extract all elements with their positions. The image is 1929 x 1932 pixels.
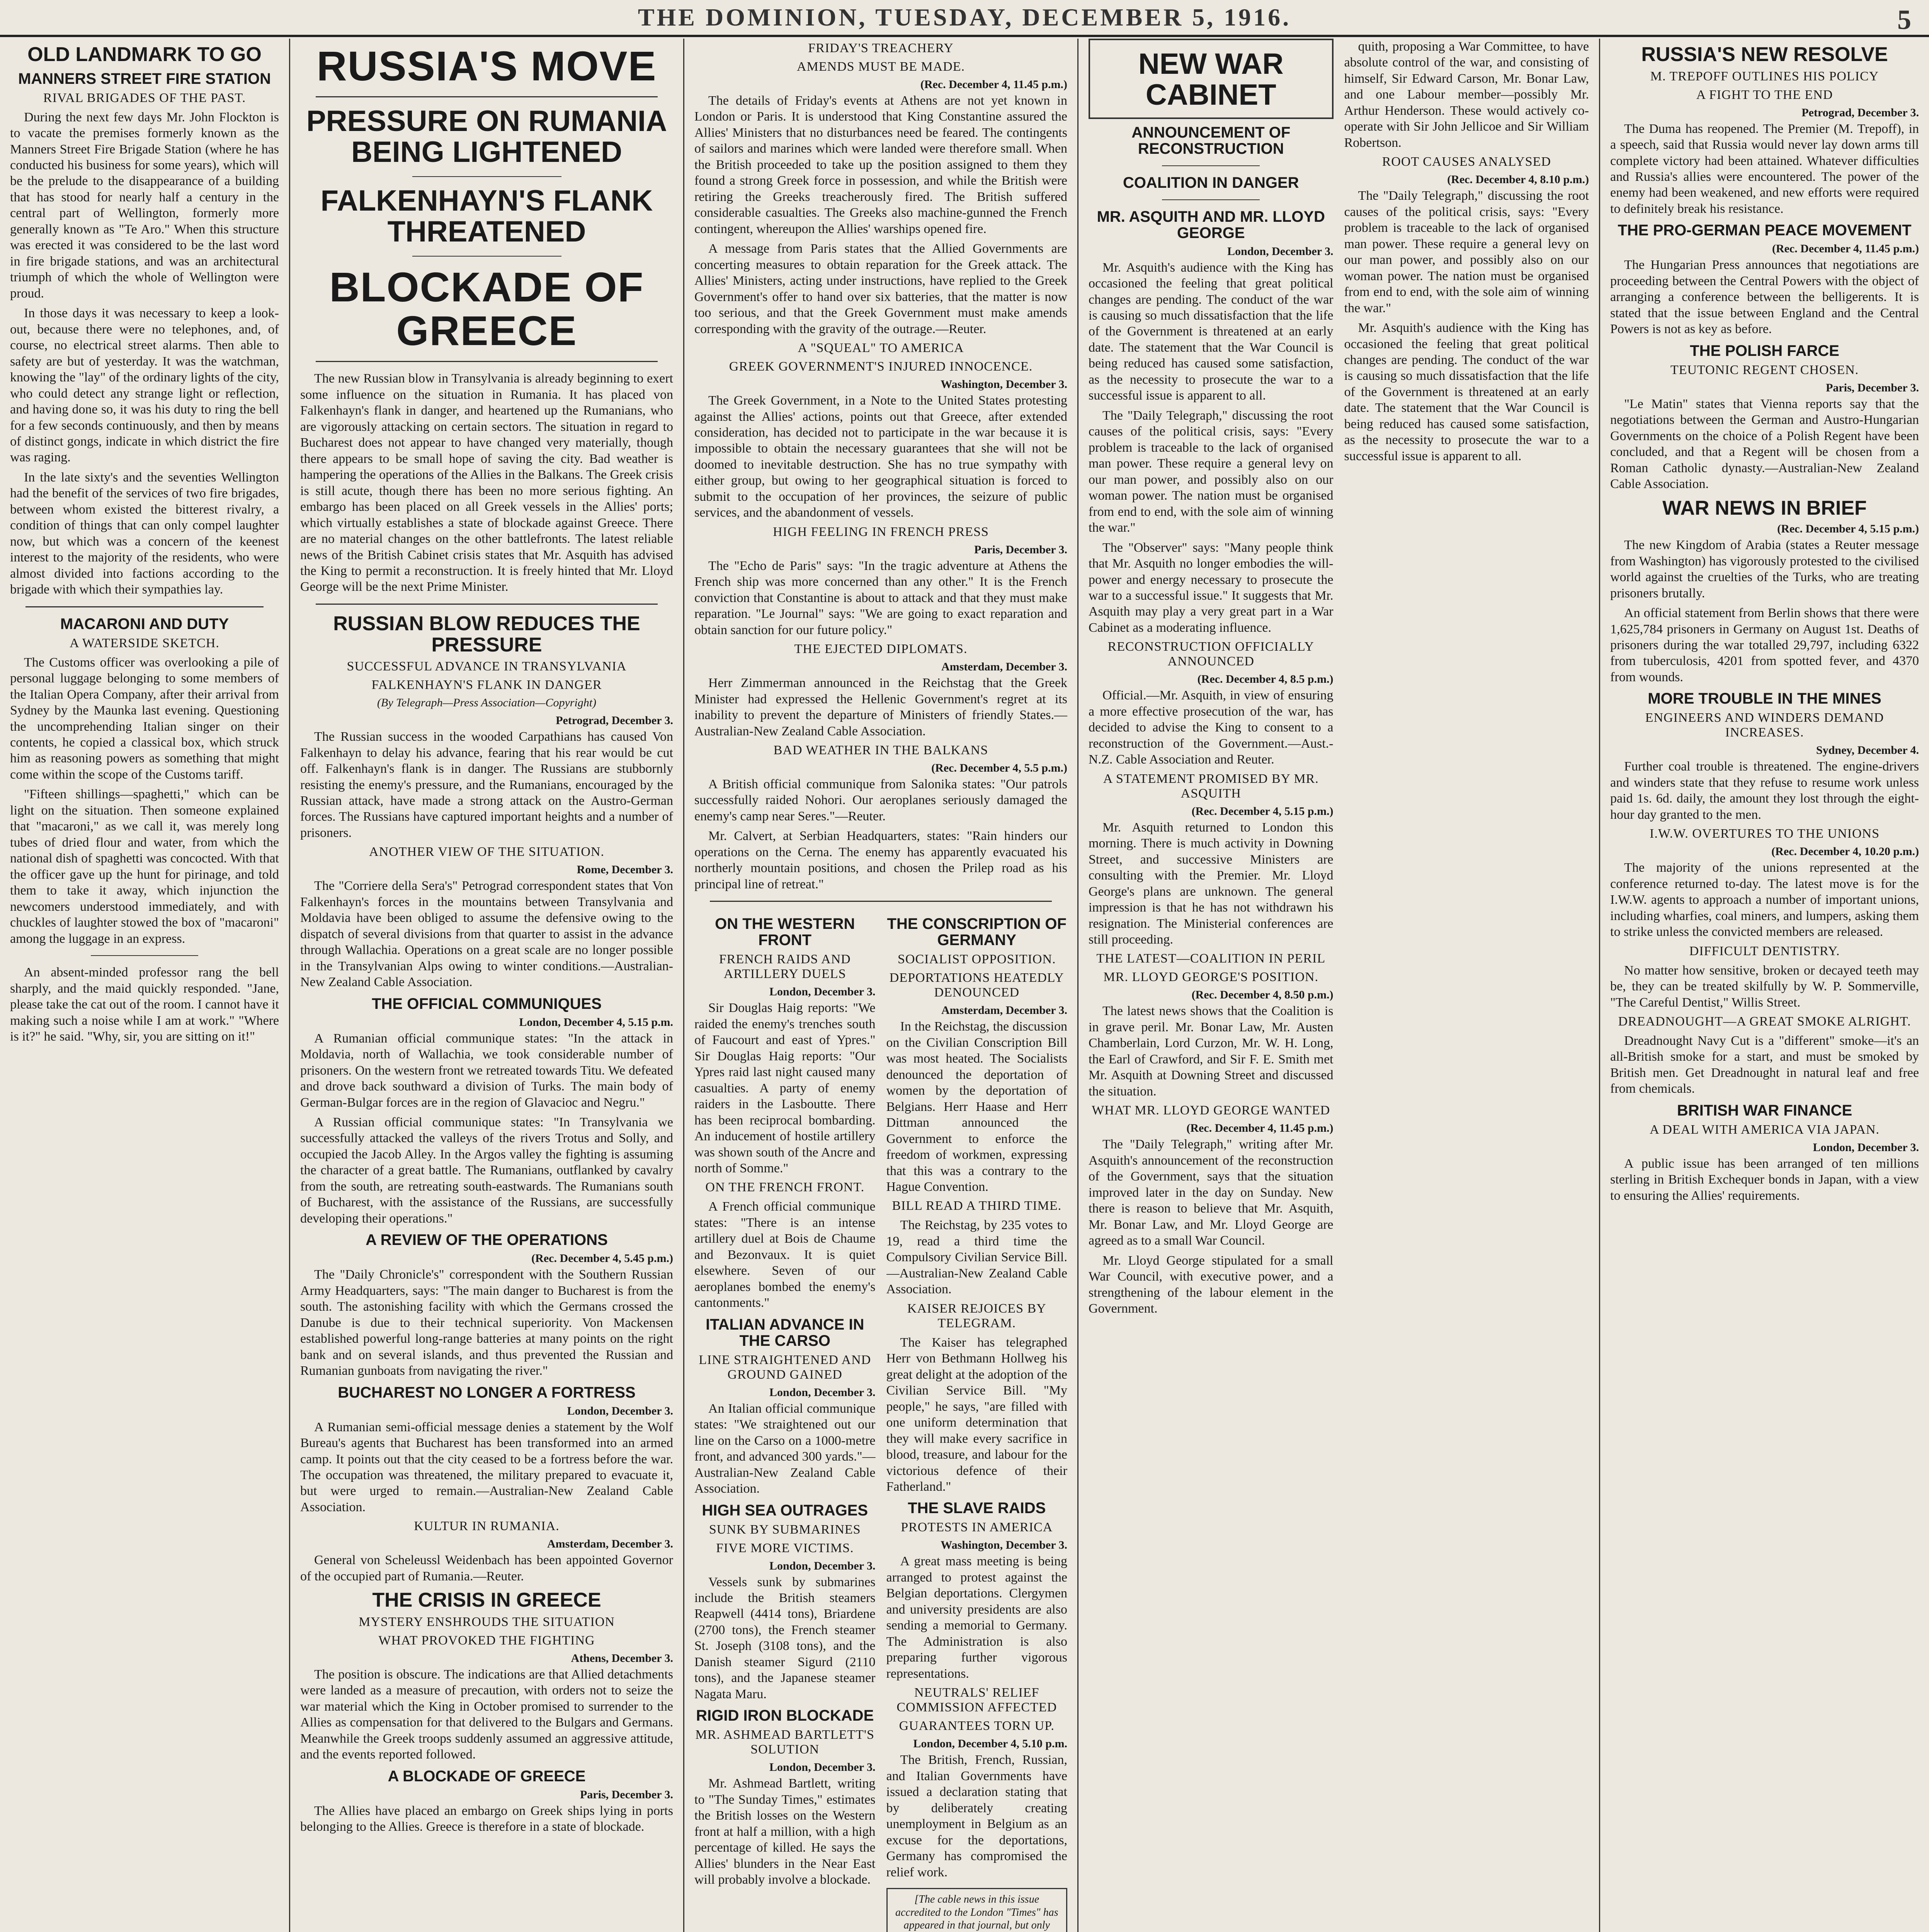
paragraph: The position is obscure. The indications are that Allied detachments were landed as a measure of precaution, with orders not to seize the war material which the King in October promised to surrender to the Allies as compensation for that delivered to the Bulgars and Germans. Meanwhile the Greek troops suddenly assumed an aggressive attitude, and the events reported followed. bbox=[300, 1667, 673, 1762]
paragraph: A Rumanian semi-official message denies a statement by the Wolf Bureau's agents that Bucharest has been transformed into an armed camp. It points out that the city ceased to be a fortress before the war. The occupation was threatened, the military prepared to evacuate it, but were urged to remain.—Australian-New Zealand Cable Association. bbox=[300, 1420, 673, 1514]
paragraph: An official statement from Berlin shows that there were 1,625,784 prisoners in Germany on August 1st. Deaths of prisoners during the war totalled 29,797, including 6322 from tuberculosis, 4201 from spotted fever, and 4370 from wounds. bbox=[1610, 606, 1919, 684]
sub-columns bbox=[694, 910, 1067, 1932]
dateline: Athens, December 3. bbox=[571, 1651, 673, 1665]
dateline: Petrograd, December 3. bbox=[1801, 106, 1919, 119]
headline: ITALIAN ADVANCE IN THE CARSO bbox=[706, 1316, 864, 1349]
subheadline: SOCIALIST OPPOSITION. bbox=[897, 952, 1056, 967]
masthead bbox=[0, 0, 1929, 37]
column-1 bbox=[0, 39, 289, 1932]
dateline: (Rec. December 4, 8.10 p.m.) bbox=[1447, 173, 1589, 186]
subheadline: GREEK GOVERNMENT'S INJURED INNOCENCE. bbox=[729, 359, 1033, 374]
headline: A REVIEW OF THE OPERATIONS bbox=[366, 1231, 608, 1249]
dateline: (Rec. December 4, 5.15 p.m.) bbox=[1777, 522, 1919, 536]
subheadline: SUNK BY SUBMARINES bbox=[709, 1522, 861, 1537]
paragraph: The majority of the unions represented at the conference returned to-day. The latest move is for the I.W.W. agents to approach a number of important unions, including wharfies, coal miners, and lumpers, asking them to strike unless the convicted members are released. bbox=[1610, 861, 1919, 939]
dateline: London, December 4, 5.10 p.m. bbox=[913, 1737, 1067, 1750]
subheadline: RIVAL BRIGADES OF THE PAST. bbox=[43, 90, 246, 105]
paragraph: Mr. Asquith returned to London this morning. There is much activity in Downing Street, and successive Ministers are consulting with the Premier. Mr. Lloyd George's plans are unknown. The general impression is that he has not withdrawn his resignation. The Ministerial conferences are still proceeding. bbox=[1089, 820, 1334, 947]
paragraph: Mr. Asquith's audience with the King has occasioned the feeling that great political changes are pending. The conduct of the war is causing so much dissatisfaction that the life of the Government is threatened at an early date. The statement that the War Council is being reduced has caused some satisfaction, as the necessity to prosecute the war to a successful issue is apparent to all. bbox=[1344, 321, 1589, 463]
sub-column-left bbox=[1089, 39, 1334, 1932]
paragraph: The latest news shows that the Coalition is in grave peril. Mr. Bonar Law, Mr. Austen Chamberlain, Lord Curzon, Mr. W. H. Long, the Earl of Crawford, and Sir F. E. Smith met Mr. Asquith at Downing Street and discussed the situation. bbox=[1089, 1004, 1334, 1099]
headline: THE POLISH FARCE bbox=[1690, 342, 1839, 359]
divider bbox=[26, 606, 264, 607]
headline: BAD WEATHER IN THE BALKANS bbox=[773, 743, 988, 757]
subheadline: FRENCH RAIDS AND ARTILLERY DUELS bbox=[719, 952, 851, 981]
subheadline: I.W.W. OVERTURES TO THE UNIONS bbox=[1650, 827, 1880, 841]
paragraph: A British official communique from Salonika states: "Our patrols successfully raided Nohori. Our aeroplanes seriously damaged the enemy's camp near Seres."—Reuter. bbox=[694, 777, 1067, 823]
headline: NEUTRALS' RELIEF COMMISSION AFFECTED bbox=[896, 1685, 1057, 1715]
subheadline: MR. ASQUITH AND MR. LLOYD GEORGE bbox=[1097, 208, 1325, 242]
subheadline: PROTESTS IN AMERICA bbox=[901, 1520, 1053, 1535]
subheadline: ENGINEERS AND WINDERS DEMAND INCREASES. bbox=[1645, 711, 1884, 740]
subheadline: FIVE MORE VICTIMS. bbox=[716, 1541, 854, 1555]
headline: BUCHAREST NO LONGER A FORTRESS bbox=[338, 1384, 636, 1401]
subheadline: MYSTERY ENSHROUDS THE SITUATION bbox=[359, 1614, 615, 1629]
paragraph: General von Scheleussl Weidenbach has been appointed Governor of the occupied part of Rumania.—Reuter. bbox=[300, 1553, 673, 1583]
dateline: London, December 4, 5.15 p.m. bbox=[519, 1015, 673, 1029]
dateline: Amsterdam, December 3. bbox=[941, 660, 1067, 673]
paragraph: The Customs officer was overlooking a pile of personal luggage belonging to some members of the Italian Opera Company, after their arrival from Sydney by the Maunka last evening. Questioning the uncomprehending Italian singer on their contents, he copied a classical box, which struck him as reasoning powers as something that might come within the scope of the Customs tariff. bbox=[10, 655, 279, 782]
subheadline: RECONSTRUCTION OFFICIALLY ANNOUNCED bbox=[1107, 639, 1314, 669]
column-2 bbox=[290, 39, 683, 1932]
dateline: (Rec. December 4, 10.20 p.m.) bbox=[1771, 845, 1919, 858]
paragraph: An Italian official communique states: "We straightened out our line on the Carso on a 1000-metre front, and advanced 300 yards."—Australian-New Zealand Cable Association. bbox=[694, 1401, 876, 1496]
paragraph: In the Reichstag, the discussion on the Civilian Conscription Bill was most heated. The Socialists denounced the deportation of women by the deportation of Belgians. Herr Haase and Herr Dittman announced the Government to enforce the freedom of workmen, expressing that this was a contrary to the Hague Convention. bbox=[886, 1019, 1067, 1194]
paragraph: quith, proposing a War Committee, to have absolute control of the war, and consisting of himself, Sir Edward Carson, Mr. Bonar Law, and one Labour member—possibly Mr. Arthur Henderson. These would actively co-operate with Sir John Jellicoe and Sir William Robertson. bbox=[1344, 39, 1589, 150]
dateline: London, December 3. bbox=[1227, 245, 1334, 258]
headline: NEW WAR CABINET bbox=[1138, 48, 1284, 111]
sub-column-right bbox=[1344, 39, 1589, 1932]
advert-headline: DREADNOUGHT—A GREAT SMOKE ALRIGHT. bbox=[1618, 1014, 1911, 1029]
subheadline: MR. ASHMEAD BARTLETT'S SOLUTION bbox=[695, 1728, 874, 1757]
dateline: Sydney, December 4. bbox=[1816, 744, 1919, 757]
paragraph: The Duma has reopened. The Premier (M. Trepoff), in a speech, said that Russia would never lay down arms till complete victory had been attained. Whatever difficulties and Russia's allies were encountered. The power of the enemy had been weakened, and new efforts were required to definitely break his resistance. bbox=[1610, 121, 1919, 216]
headline: HIGH SEA OUTRAGES bbox=[702, 1502, 868, 1519]
subheadline: A DEAL WITH AMERICA VIA JAPAN. bbox=[1650, 1122, 1880, 1137]
paragraph: Mr. Ashmead Bartlett, writing to "The Sunday Times," estimates the British losses on the Western front at half a million, with a high percentage of killed. He says the Allies' blunders in the Near East will probably involve a blockade. bbox=[694, 1776, 876, 1887]
page-number: 5 bbox=[1897, 4, 1914, 35]
divider bbox=[412, 176, 561, 177]
paragraph: Official.—Mr. Asquith, in view of ensuring a more effective prosecution of the war, has decided to advise the King to consent to a reconstruction of the Government.—Aust.-N.Z. Cable Association and Reuter. bbox=[1089, 688, 1334, 767]
subheadline: A STATEMENT PROMISED BY MR. ASQUITH bbox=[1103, 771, 1319, 801]
subheadline: THE LATEST—COALITION IN PERIL bbox=[1096, 951, 1326, 966]
subheadline: LINE STRAIGHTENED AND GROUND GAINED bbox=[699, 1352, 871, 1382]
paragraph: The "Corriere della Sera's" Petrograd correspondent states that Von Falkenhayn's forces in the mountains between Transylvania and Moldavia have been obliged to assume the defensive owing to the dispatch of several divisions from that quarter to assist in the advance through Wallachia. Operations on a great scale are no longer possible in the Transylvanian Alps owing to winter conditions.—Australian-New Zealand Cable Association. bbox=[300, 879, 673, 990]
lead-paragraph: The new Russian blow in Transylvania is already beginning to exert some influence on the situation in Rumania. It has placed von Falkenhayn's flank in danger, and heartened up the Rumanians, who are vigorously attacking on certain sectors. The situation in regard to Bucharest does not appear to have changed very materially, though there appears to be small hope of saving the city. Bad weather is hampering the operations of the Allies in the Balkans. The Greek crisis is still acute, though there has been no more serious fighting. An embargo has been placed on all Greek vessels in the Allies' ports; which virtually establishes a state of blockade against Greece. There are no material changes on the other battlefronts. The latest reliable news of the British Cabinet crisis states that Mr. Asquith has advised the King to permit a reconstruction. It is freely hinted that Mr. Lloyd George will be the next Prime Minister. bbox=[300, 371, 673, 594]
subheadline: WHAT MR. LLOYD GEORGE WANTED bbox=[1092, 1103, 1330, 1118]
headline: WAR NEWS IN BRIEF bbox=[1662, 497, 1867, 519]
headline: MACARONI AND DUTY bbox=[60, 615, 229, 633]
column-4 bbox=[1078, 39, 1599, 1932]
headline: A BLOCKADE OF GREECE bbox=[388, 1767, 586, 1785]
masthead-title: THE DOMINION, TUESDAY, DECEMBER 5, 1916. bbox=[638, 3, 1291, 31]
subheadline: MANNERS STREET FIRE STATION bbox=[18, 70, 271, 87]
subheadline: GUARANTEES TORN UP. bbox=[899, 1719, 1055, 1733]
dateline: London, December 3. bbox=[567, 1404, 673, 1417]
headline: THE EJECTED DIPLOMATS. bbox=[794, 642, 968, 656]
subheadline: WHAT PROVOKED THE FIGHTING bbox=[378, 1633, 595, 1648]
dateline: Washington, December 3. bbox=[941, 378, 1067, 391]
divider bbox=[412, 256, 561, 257]
headline: BLOCKADE OF GREECE bbox=[329, 263, 644, 354]
subheadline: ANOTHER VIEW OF THE SITUATION. bbox=[369, 845, 604, 859]
dateline: (Rec. December 4, 5.45 p.m.) bbox=[531, 1252, 673, 1265]
dateline: (Rec. December 4, 5.5 p.m.) bbox=[931, 762, 1067, 774]
dateline: (Rec. December 4, 8.50 p.m.) bbox=[1191, 988, 1334, 1002]
paragraph: The "Daily Chronicle's" correspondent with the Southern Russian Army Headquarters, says: "The main danger to Bucharest is from the south. The astonishing facility with which the Germans crossed the Danube is due to their technical superiority. Von Mackensen established powerful long-range batteries at many points on the right bank and on several islands, and thus prevented the Russian and Rumanian gunboats from navigating the river." bbox=[300, 1267, 673, 1378]
paragraph: "Le Matin" states that Vienna reports say that the negotiations between the German and Austro-Hungarian Governments on the choice of a Polish Regent have been concluded, and that a Regent will be chosen from a Roman Catholic dynasty.—Australian-New Zealand Cable Association. bbox=[1610, 396, 1919, 492]
column-3 bbox=[684, 39, 1077, 1932]
headline: HIGH FEELING IN FRENCH PRESS bbox=[773, 524, 989, 539]
dateline: Paris, December 3. bbox=[974, 543, 1067, 556]
subheadline: A WATERSIDE SKETCH. bbox=[70, 636, 219, 650]
headline-box bbox=[1089, 39, 1334, 119]
paragraph: A message from Paris states that the Allied Governments are concerting measures to obtain reparation for the Greek attack. The Allies' Ministers, acting under instructions, have replied to the Greek Government's offer to hand over six batteries, that the matter is now too serious, and that the Greek Government must make amends corresponding with the gravity of the outrage.—Reuter. bbox=[694, 242, 1067, 336]
paragraph: The "Daily Telegraph," discussing the root causes of the political crisis, says: "Every problem is traceable to the lack of organised man power. These require a general levy on our man power, and possibly also on our woman power. The nation must be organised from end to end, with the sole aim of winning the war." bbox=[1344, 189, 1589, 315]
dateline: Petrograd, December 3. bbox=[556, 714, 673, 727]
headline: THE CRISIS IN GREECE bbox=[372, 1589, 601, 1612]
paragraph: The new Kingdom of Arabia (states a Reuter message from Washington) has vigorously protested to the civilised world against the cruelties of the Turks, who are treating prisoners brutally. bbox=[1610, 538, 1919, 600]
paragraph: A great mass meeting is being arranged to protest against the Belgian deportations. Clergymen and university presidents are also sending a memorial to Germany. The Administration is also preparing further vigorous representations. bbox=[886, 1554, 1067, 1681]
dateline: Rome, December 3. bbox=[577, 863, 673, 876]
paragraph: The Hungarian Press announces that negotiations are proceeding between the Central Powers with the object of arranging a conference between the belligerents. It is stated that the issue between England and the Central Powers is not as key as before. bbox=[1610, 258, 1919, 337]
headline: OLD LANDMARK TO GO bbox=[27, 43, 262, 66]
paragraph: The "Observer" says: "Many people think that Mr. Asquith no longer embodies the will-power and energy necessary to prosecute the war to a successful issue." It suggests that Mr. Asquith may play a very great part in a War Cabinet as a moderating influence. bbox=[1089, 540, 1334, 635]
paragraph: The Greek Government, in a Note to the United States protesting against the Allies' actions, points out that Greece, after extended consideration, has decided not to participate in the war because it is impossible to obtain the necessary guarantees that she will not be doomed to inevitable destruction. She has no true sympathy with either group, but owing to her geographical situation is forced to submit to the occupation of her provinces, the seizure of public services, and the abandonment of vessels. bbox=[694, 393, 1067, 520]
paragraph: In the late sixty's and the seventies Wellington had the benefit of the services of two fire brigades, between whom existed the bitterest rivalry, a condition of things that can only compel laughter now, but which was a concern of the keenest interest to the majority of the residents, who were almost divided into factions according to the brigade with which their sympathies lay. bbox=[10, 470, 279, 597]
divider bbox=[316, 361, 658, 362]
headline: RUSSIAN BLOW REDUCES THE PRESSURE bbox=[333, 612, 640, 656]
dateline: London, December 3. bbox=[769, 1559, 876, 1572]
headline: FRIDAY'S TREACHERY bbox=[808, 41, 954, 55]
paragraph: The "Daily Telegraph," discussing the root causes of the political crisis, says: "Every problem is traceable to the lack of organised man power. These require a general levy on our man power, and possibly also on our woman power. The nation must be organised from end to end, with the sole aim of winning the war." bbox=[1089, 408, 1334, 535]
dateline: Amsterdam, December 3. bbox=[547, 1537, 673, 1551]
paragraph: Further coal trouble is threatened. The engine-drivers and winders state that they refuse to resume work unless paid 1s. 6d. daily, the amount they lost through the eight-hour day granted to the men. bbox=[1610, 759, 1919, 822]
subheadline: FALKENHAYN'S FLANK THREATENED bbox=[320, 184, 653, 248]
paragraph: Mr. Asquith's audience with the King has occasioned the feeling that great political changes are pending. The conduct of the war is causing so much dissatisfaction that the life of the Government is threatened at an early date. The statement that the War Council is being reduced has caused some satisfaction, as the necessity to prosecute the war to a successful issue is apparent to all. bbox=[1089, 260, 1334, 403]
dateline: (Rec. December 4, 11.45 p.m.) bbox=[1186, 1122, 1334, 1135]
paragraph: The Allies have placed an embargo on Greek ships lying in ports belonging to the Allies. Greece is therefore in a state of blockade. bbox=[300, 1803, 673, 1834]
advert-headline: DIFFICULT DENTISTRY. bbox=[1689, 944, 1840, 958]
divider bbox=[316, 604, 658, 605]
headline: THE SLAVE RAIDS bbox=[908, 1500, 1046, 1517]
paragraph: A Rumanian official communique states: "In the attack in Moldavia, north of Wallachia, we took considerable number of prisoners. On the western front we retreated towards Titu. We defeated and drove back southward a division of Turks. The main body of German-Bulgar forces are in the region of Glavacioc and Negru." bbox=[300, 1031, 673, 1110]
paragraph: The Kaiser has telegraphed Herr von Bethmann Hollweg his great delight at the adoption of the Civilian Service Bill. "My people," he says, "are filled with one uniform determination that they will make every sacrifice in blood, treasure, and labour for the victorious defence of their Fatherland." bbox=[886, 1335, 1067, 1494]
paragraph: During the next few days Mr. John Flockton is to vacate the premises formerly known as the Manners Street Fire Brigade Station (where he has conducted his business for some years), which will be the prelude to the disappearance of a building that has stood for nearly half a century in the central part of Wellington, formerly more generally known as "Te Aro." When this structure was erected it was considered to be the last word in fire brigade stations, and was an architectural triumph of which the whole of Wellington were proud. bbox=[10, 110, 279, 301]
paragraph: Herr Zimmerman announced in the Reichstag that the Greek Minister had expressed the Hellenic Government's regret at its inability to prevent the departure of Ministers of friendly States.—Australian-New Zealand Cable Association. bbox=[694, 676, 1067, 738]
paragraph: Mr. Calvert, at Serbian Headquarters, states: "Rain hinders our operations on the Cerna. The enemy has apparently evacuated his northerly mountain positions, and chosen the Prilep road as his principal line of retreat." bbox=[694, 829, 1067, 891]
subheadline: MR. LLOYD GEORGE'S POSITION. bbox=[1103, 970, 1318, 985]
subheadline: PRESSURE ON RUMANIA BEING LIGHTENED bbox=[306, 105, 667, 169]
headline: ON THE WESTERN FRONT bbox=[715, 915, 855, 949]
subheadline: FALKENHAYN'S FLANK IN DANGER bbox=[371, 678, 602, 692]
divider bbox=[710, 901, 1052, 902]
dateline: Amsterdam, December 3. bbox=[941, 1004, 1067, 1017]
divider bbox=[91, 955, 198, 956]
advert-text: No matter how sensitive, broken or decayed teeth may be, they can be treated skilfully by W. P. Sommerville, "The Careful Dentist," Willis Street. bbox=[1610, 963, 1919, 1010]
subheadline: COALITION IN DANGER bbox=[1123, 174, 1299, 191]
paragraph: An absent-minded professor rang the bell sharply, and the maid quickly responded. "Jane, please take the cat out of the room. I cannot have it making such a noise while I am at work." "Where is it?" he said. "Why, sir, you are sitting on it!" bbox=[10, 965, 279, 1044]
dateline: Paris, December 3. bbox=[1825, 381, 1919, 394]
dateline: London, December 3. bbox=[1813, 1141, 1919, 1154]
paragraph: The Russian success in the wooded Carpathians has caused Von Falkenhayn to delay his advance, fearing that his rear would be cut off. Falkenhayn's flank is in danger. The Russians are stubbornly resisting the enemy's pressure, and the Rumanians, encouraged by the Russian attack, have made a strong attack on the Austro-German forces. The Russians have captured important heights and a number of prisoners. bbox=[300, 730, 673, 840]
headline: RUSSIA'S MOVE bbox=[316, 43, 657, 89]
headline: RIGID IRON BLOCKADE bbox=[696, 1707, 874, 1725]
sub-columns bbox=[1089, 39, 1589, 1932]
paragraph: The Reichstag, by 235 votes to 19, read a third time the Compulsory Civilian Service Bill.—Australian-New Zealand Cable Association. bbox=[886, 1218, 1067, 1297]
credit-line: (By Telegraph—Press Association—Copyright) bbox=[377, 696, 597, 709]
headline: A "SQUEAL" TO AMERICA bbox=[798, 341, 964, 355]
paragraph: A public issue has been arranged of ten millions sterling in British Exchequer bonds in Japan, with a view to ensuring the Allies' requirements. bbox=[1610, 1156, 1919, 1203]
divider bbox=[316, 96, 658, 97]
subheadline: SUCCESSFUL ADVANCE IN TRANSYLVANIA bbox=[347, 659, 627, 674]
dateline: (Rec. December 4, 8.5 p.m.) bbox=[1197, 673, 1334, 686]
dateline: London, December 3. bbox=[769, 1386, 876, 1399]
paragraph: The details of Friday's events at Athens are not yet known in London or Paris. It is understood that King Constantine assured the Allies' Ministers that no disturbances need be feared. The contingents of sailors and marines which were landed were therefore small. When the British proceeded to take up the position assigned to them they found a strong Greek force in possession, and while the British were retiring the Greeks treacherously fired. The British suffered considerable casualties. The Greeks also machine-gunned the French contingent, whereupon the Allies' warships opened fire. bbox=[694, 94, 1067, 236]
subheadline: A FIGHT TO THE END bbox=[1696, 87, 1833, 102]
subheadline: TEUTONIC REGENT CHOSEN. bbox=[1670, 362, 1859, 377]
subheadline: M. TREPOFF OUTLINES HIS POLICY bbox=[1650, 69, 1879, 83]
advert-text: Dreadnought Navy Cut is a "different" smoke—it's an all-British smoke for a start, and must be smoked by British men. Get Dreadnought in natural leaf and free from chemicals. bbox=[1610, 1034, 1919, 1096]
sub-column-right bbox=[886, 910, 1068, 1932]
headline: BRITISH WAR FINANCE bbox=[1677, 1102, 1852, 1119]
paragraph: A Russian official communique states: "In Transylvania we successfully attacked the valleys of the rivers Trotus and Solly, and occupied the Jacob Alley. In the Argos valley the fighting is assuming the character of a great battle. The Rumanians, outflanked by cavalry from the south, are retreating south-eastwards. The Rumanians south of Bucharest, with the assistance of the Russians, are successfully developing their operations." bbox=[300, 1115, 673, 1226]
divider bbox=[1162, 165, 1260, 166]
column-5 bbox=[1600, 39, 1929, 1932]
headline: MORE TROUBLE IN THE MINES bbox=[1648, 690, 1881, 707]
subheadline: AMENDS MUST BE MADE. bbox=[797, 60, 965, 74]
paragraph: Mr. Lloyd George stipulated for a small War Council, with executive power, and a strengthening of the labour element in the Government. bbox=[1089, 1253, 1334, 1316]
headline: THE OFFICIAL COMMUNIQUES bbox=[372, 995, 602, 1012]
paragraph: Sir Douglas Haig reports: "We raided the enemy's trenches south of Faucourt and east of Ypres." Sir Douglas Haig reports: "Our Ypres raid last night caused many casualties. A party of enemy raiders in the Lasboutte. There has been reciprocal bombarding. An inducement of hostile artillery was shown south of the Ancre and north of Somme." bbox=[694, 1001, 876, 1175]
subheadline: KULTUR IN RUMANIA. bbox=[414, 1519, 560, 1534]
divider bbox=[1162, 199, 1260, 200]
dateline: (Rec. December 4, 11.45 p.m.) bbox=[1772, 242, 1919, 255]
paragraph: The "Echo de Paris" says: "In the tragic adventure at Athens the French ship was more concerned than any other." It is the French conviction that Constantine is about to attack and that they must make reparation. "Le Journal" says: "We are going to exact reparation and obtain sanction for our future policy." bbox=[694, 558, 1067, 637]
headline: THE PRO-GERMAN PEACE MOVEMENT bbox=[1618, 222, 1912, 239]
paragraph: The British, French, Russian, and Italian Governments have issued a declaration stating that by deliberately creating unemployment in Belgium as an excuse for the deportations, Germany has compromised the relief work. bbox=[886, 1753, 1067, 1879]
editorial-note: [The cable news in this issue accredited to the London "Times" has appeared in that journal, but only bbox=[886, 1888, 1068, 1932]
headline: THE CONSCRIPTION OF GERMANY bbox=[887, 915, 1067, 949]
dateline: (Rec. December 4, 11.45 p.m.) bbox=[920, 78, 1067, 91]
subheadline: ANNOUNCEMENT OF RECONSTRUCTION bbox=[1131, 124, 1291, 157]
paragraph: Vessels sunk by submarines include the British steamers Reapwell (4414 tons), Briardene (2700 tons), the French steamer St. Joseph (3108 tons), and the Danish steamer Sigurd (2110 tons), and the Japanese steamer Nagata Maru. bbox=[694, 1575, 876, 1701]
dateline: Washington, December 3. bbox=[941, 1539, 1067, 1552]
dateline: Paris, December 3. bbox=[580, 1788, 673, 1801]
paragraph: The "Daily Telegraph," writing after Mr. Asquith's announcement of the reconstruction of the Government, says that the situation improved later in the day on Sunday. New there is reason to believe that Mr. Asquith, Mr. Bonar Law, and Mr. Lloyd George are agreed as to a small War Council. bbox=[1089, 1137, 1334, 1248]
paragraph: In those days it was necessary to keep a look-out, because there were no telephones, and, of course, no electrical street alarms. Then able to safety are but of yesterday. It was the watchman, knowing the "lay" of the ordinary lights of the city, who could detect any strange light or reflection, and having done so, it was his duty to ring the bell for a few seconds continuously, and then by means of distinct gongs, indicate in which district the fire was raging. bbox=[10, 306, 279, 465]
subheadline: ROOT CAUSES ANALYSED bbox=[1382, 155, 1551, 169]
subheadline: ON THE FRENCH FRONT. bbox=[705, 1180, 865, 1195]
sub-column-left bbox=[694, 910, 876, 1932]
subheadline: BILL READ A THIRD TIME. bbox=[892, 1199, 1062, 1213]
dateline: (Rec. December 4, 5.15 p.m.) bbox=[1191, 804, 1334, 818]
dateline: London, December 3. bbox=[769, 1761, 876, 1774]
paragraph: "Fifteen shillings—spaghetti," which can be light on the situation. Then someone explained that "macaroni," as we call it, was merely long tubes of dried flour and water, from which the national dish of spaghetti was concocted. With that the officer gave up the hunt for pirinage, and told them to take it away, which injunction the newcomers understood immediately, and with chuckles of laughter stowed the box of "macaroni" among the luggage in an express. bbox=[10, 787, 279, 946]
dateline: London, December 3. bbox=[769, 985, 876, 998]
paragraph: A French official communique states: "There is an intense artillery duel at Bois de Chaume and Bezonvaux. It is quiet elsewhere. Seven of our aeroplanes bombed the enemy's cantonments." bbox=[694, 1199, 876, 1310]
subheadline: KAISER REJOICES BY TELEGRAM. bbox=[907, 1301, 1046, 1330]
subheadline: DEPORTATIONS HEATEDLY DENOUNCED bbox=[889, 971, 1064, 1000]
headline: RUSSIA'S NEW RESOLVE bbox=[1641, 43, 1888, 66]
